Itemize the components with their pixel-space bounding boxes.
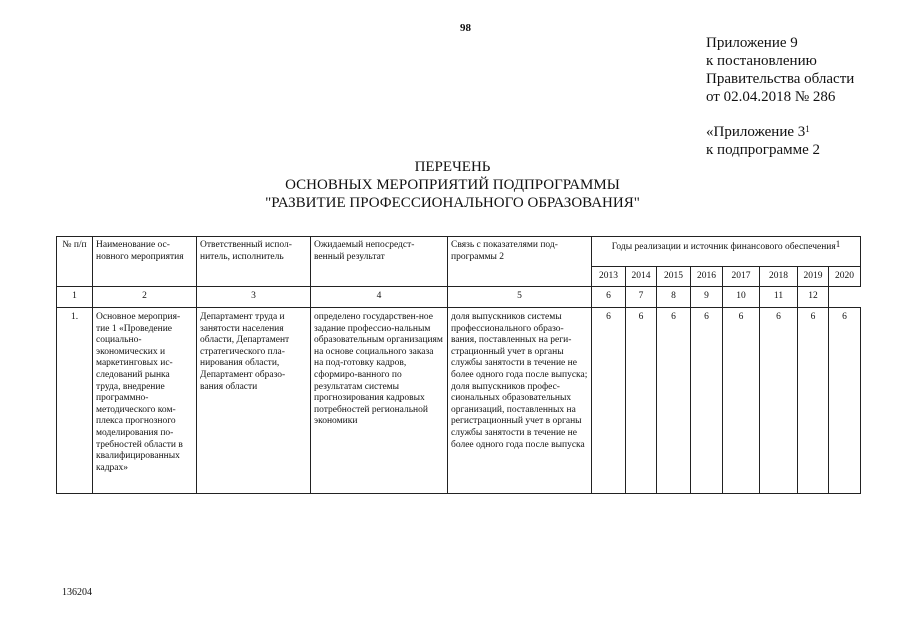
appendix-block bbox=[706, 34, 854, 106]
year-cell: 2018 bbox=[760, 267, 798, 287]
value-cell: 6 bbox=[592, 308, 626, 494]
title-line: "РАЗВИТИЕ ПРОФЕССИОНАЛЬНОГО ОБРАЗОВАНИЯ" bbox=[265, 195, 640, 211]
column-number: 4 bbox=[311, 287, 448, 308]
title-line: ОСНОВНЫХ МЕРОПРИЯТИЙ ПОДПРОГРАММЫ bbox=[285, 177, 620, 193]
row-link: доля выпускников системы профессионального образо-вания, поставленных на реги-страционный учет в органы службы занятости в течение не более одного года после выпуска; доля выпускников профес-сиональных образовательных организаций, поставленных на регистрационный учет в органы службы занятости в течение не более одного года после выпуска bbox=[448, 308, 592, 494]
column-number: 7 bbox=[626, 287, 657, 308]
appendix2-line bbox=[706, 123, 820, 141]
header-num: № п/п bbox=[57, 237, 93, 287]
year-cell: 2019 bbox=[798, 267, 829, 287]
value-cell: 6 bbox=[760, 308, 798, 494]
appendix-line: Приложение 9 bbox=[706, 35, 798, 51]
row-result: определено государствен-ное задание профессио-нальным образовательным организациям на основе социального заказа на под-готовку кадров, сформиро-ванного по результатам системы прогнозирования кадровых потребностей региональной экономики bbox=[311, 308, 448, 494]
row-num: 1. bbox=[57, 308, 93, 494]
year-cell: 2014 bbox=[626, 267, 657, 287]
value-cell: 6 bbox=[798, 308, 829, 494]
title-line: ПЕРЕЧЕНЬ bbox=[414, 159, 491, 175]
measures-table bbox=[56, 236, 861, 494]
year-cell: 2016 bbox=[691, 267, 723, 287]
appendix-line: к постановлению bbox=[706, 53, 817, 69]
header-responsible: Ответственный испол-нитель, исполнитель bbox=[197, 237, 311, 287]
row-responsible: Департамент труда и занятости населения области, Департамент стратегического пла-нирования области, Департамент образо-вания области bbox=[197, 308, 311, 494]
header-link: Связь с показателями под-программы 2 bbox=[448, 237, 592, 287]
column-number: 1 bbox=[57, 287, 93, 308]
page-number: 98 bbox=[460, 22, 471, 34]
column-number: 5 bbox=[448, 287, 592, 308]
column-number: 8 bbox=[657, 287, 691, 308]
appendix-line: от 02.04.2018 № 286 bbox=[706, 89, 836, 105]
header-years-text: Годы реализации и источник финансового обеспечения bbox=[611, 242, 836, 252]
year-cell: 2020 bbox=[829, 267, 861, 287]
row-name: Основное мероприя-тие 1 «Проведение социально-экономических и маркетинговых ис-следований рынка труда, внедрение программно-методического ком-плекса прогнозного моделирования по-требностей области в квалифицированных кадрах» bbox=[93, 308, 197, 494]
appendix2-sup: 1 bbox=[805, 124, 810, 134]
document-title bbox=[0, 158, 905, 212]
header-result: Ожидаемый непосредст-венный результат bbox=[311, 237, 448, 287]
year-cell: 2015 bbox=[657, 267, 691, 287]
appendix2-text: «Приложение 3 bbox=[706, 124, 806, 140]
header-years-sup: 1 bbox=[835, 239, 841, 249]
year-cell: 2017 bbox=[723, 267, 760, 287]
column-number: 9 bbox=[691, 287, 723, 308]
header-name: Наименование ос-новного мероприятия bbox=[93, 237, 197, 287]
appendix-line: Правительства области bbox=[706, 71, 855, 87]
value-cell: 6 bbox=[723, 308, 760, 494]
value-cell: 6 bbox=[657, 308, 691, 494]
table-row bbox=[57, 308, 861, 494]
header-years-group bbox=[592, 237, 861, 267]
value-cell: 6 bbox=[829, 308, 861, 494]
column-number: 6 bbox=[592, 287, 626, 308]
column-number: 2 bbox=[93, 287, 197, 308]
column-number: 3 bbox=[197, 287, 311, 308]
column-number: 12 bbox=[798, 287, 829, 308]
value-cell: 6 bbox=[691, 308, 723, 494]
appendix2-block bbox=[706, 123, 820, 159]
document-code: 136204 bbox=[62, 587, 92, 598]
column-number: 11 bbox=[760, 287, 798, 308]
value-cell: 6 bbox=[626, 308, 657, 494]
column-number: 10 bbox=[723, 287, 760, 308]
appendix2-line: к подпрограмме 2 bbox=[706, 142, 820, 158]
year-cell: 2013 bbox=[592, 267, 626, 287]
